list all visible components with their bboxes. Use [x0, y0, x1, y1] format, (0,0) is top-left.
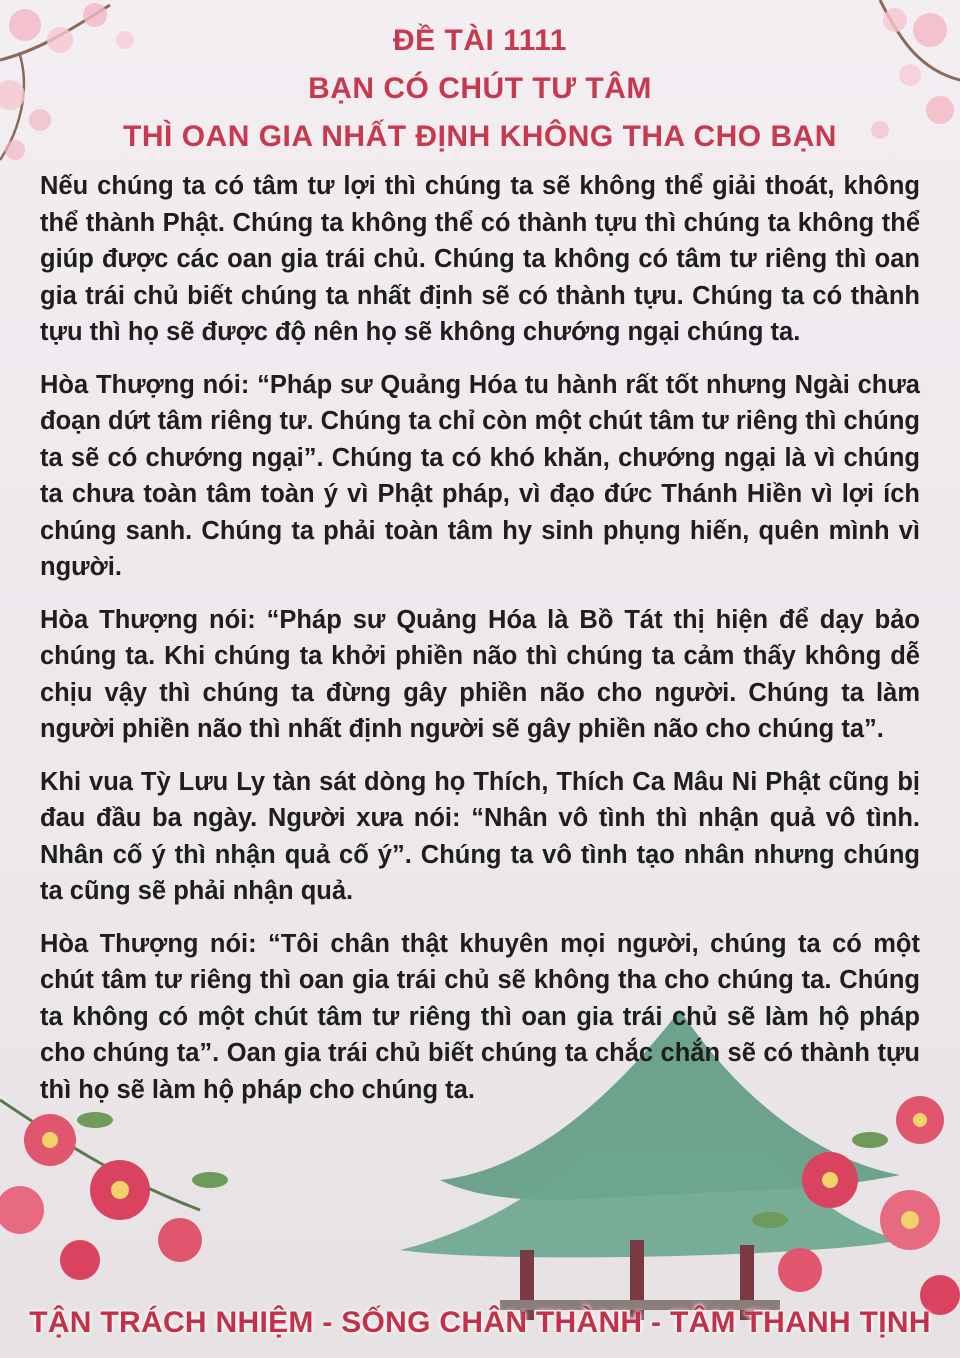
- paragraph-2: Hòa Thượng nói: “Pháp sư Quảng Hóa tu hành rất tốt nhưng Ngài chưa đoạn dứt tâm riêng tư. Chúng ta chỉ còn một chút tâm tư riêng thì chúng ta sẽ có chướng ngại”. Chúng ta có khó khăn, chướng ngại là vì chúng ta chưa toàn tâm toàn ý vì Phật pháp, vì đạo đức Thánh Hiền vì lợi ích chúng sanh. Chúng ta phải toàn tâm hy sinh phụng hiến, quên mình vì người.: [40, 370, 920, 581]
- paragraph-1: Nếu chúng ta có tâm tư lợi thì chúng ta sẽ không thể giải thoát, không thể thành Phật. Chúng ta không thể có thành tựu thì chúng ta không thể giúp được các oan gia trái chủ. Chúng ta không có tâm tư riêng thì oan gia trái chủ biết chúng ta nhất định sẽ có thành tựu. Chúng ta có thành tựu thì họ sẽ được độ nên họ sẽ không chướng ngại chúng ta.: [40, 172, 920, 346]
- topic-number-heading: ĐỀ TÀI 1111: [393, 24, 567, 57]
- footer-slogan: TẬN TRÁCH NHIỆM - SỐNG CHÂN THÀNH - TÂM THANH TỊNH: [29, 1306, 931, 1339]
- paragraph-3: Hòa Thượng nói: “Pháp sư Quảng Hóa là Bồ Tát thị hiện để dạy bảo chúng ta. Khi chúng ta khởi phiền não thì chúng ta cảm thấy không dễ chịu vậy thì chúng ta đừng gây phiền não cho người. Chúng ta làm người phiền não thì nhất định người sẽ gây phiền não cho chúng ta”.: [40, 605, 920, 743]
- paragraph-5: Hòa Thượng nói: “Tôi chân thật khuyên mọi người, chúng ta có một chút tâm tư riêng thì oan gia trái chủ sẽ không tha cho chúng ta. Chúng ta không có một chút tâm tư riêng thì oan gia trái chủ sẽ làm hộ pháp cho chúng ta”. Oan gia trái chủ biết chúng ta chắc chắn sẽ có thành tựu thì họ sẽ làm hộ pháp cho chúng ta.: [40, 929, 920, 1104]
- article-body: [40, 168, 920, 1124]
- title-line-1: BẠN CÓ CHÚT TƯ TÂM: [308, 72, 652, 105]
- title-line-2: THÌ OAN GIA NHẤT ĐỊNH KHÔNG THA CHO BẠN: [123, 120, 837, 153]
- paragraph-4: Khi vua Tỳ Lưu Ly tàn sát dòng họ Thích, Thích Ca Mâu Ni Phật cũng bị đau đầu ba ngày. Người xưa nói: “Nhân vô tình thì nhận quả vô tình. Nhân cố ý thì nhận quả cố ý”. Chúng ta vô tình tạo nhân nhưng chúng ta cũng sẽ phải nhận quả.: [40, 767, 920, 905]
